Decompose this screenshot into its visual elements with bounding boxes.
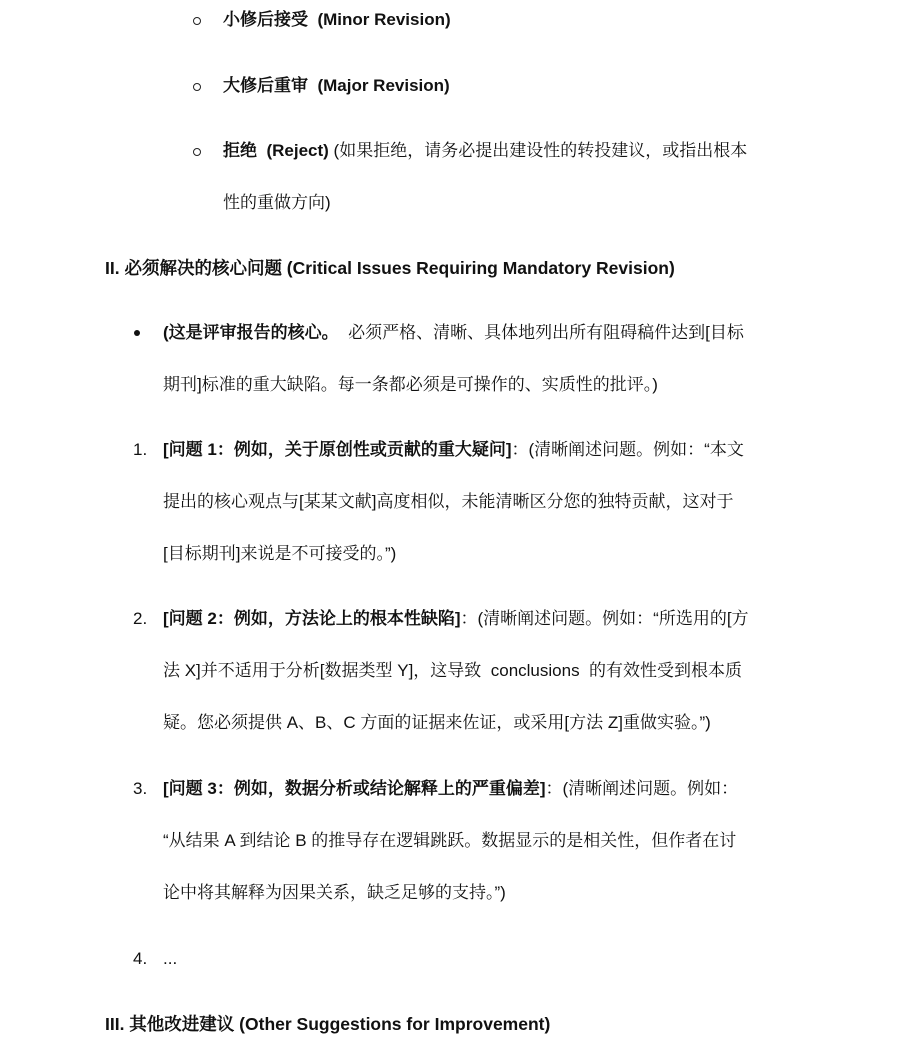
decision-option-reject [223,140,747,162]
decision-option-en: (Minor Revision) [317,10,451,29]
decision-option-label: 拒绝 [223,141,257,160]
issue-1-line2: 提出的核心观点与[某某文献]高度相似，未能清晰区分您的独特贡献，这对于 [163,492,734,511]
issue-3-line3: 论中将其解释为因果关系，缺乏足够的支持。”) [163,883,506,902]
list-number: 4. [133,949,148,968]
issue-title: [问题 2：例如，方法论上的根本性缺陷] [163,609,461,628]
issue-text: ：(清晰阐述问题。例如：“本文 [511,440,744,459]
bullet-paragraph-line1 [163,322,744,344]
bullet-paragraph-line2: 期刊]标准的重大缺陷。每一条都必须是可操作的、实质性的批评。) [163,375,658,394]
issue-2-line1 [163,608,749,630]
list-number: 3. [133,779,148,798]
decision-option-note-continued: 性的重做方向) [223,193,331,212]
issue-2-line3: 疑。您必须提供 A、B、C 方面的证据来佐证，或采用[方法 Z]重做实验。”) [163,713,711,732]
issue-3-line1 [163,778,738,800]
decision-option-note: (如果拒绝，请务必提出建设性的转投建议，或指出根本 [333,141,748,160]
circle-bullet-icon [193,17,201,25]
issue-2-line2: 法 X]并不适用于分析[数据类型 Y]，这导致 conclusions 的有效性受到根本质 [163,661,743,680]
decision-option-minor [223,9,451,31]
list-number: 1. [133,440,148,459]
issue-text: ：(清晰阐述问题。例如：“所选用的[方 [460,609,749,628]
issue-text: ：(清晰阐述问题。例如： [545,779,739,798]
decision-option-en: (Major Revision) [317,76,450,95]
issue-title: [问题 3：例如，数据分析或结论解释上的严重偏差] [163,779,546,798]
section-heading-critical-issues: II. 必须解决的核心问题 (Critical Issues Requiring Mandatory Revision) [105,258,675,278]
issue-4-ellipsis: ... [163,949,178,968]
decision-option-label: 大修后重审 [223,76,308,95]
decision-option-label: 小修后接受 [223,10,308,29]
decision-option-en: (Reject) [266,141,329,160]
section-heading-other-suggestions: III. 其他改进建议 (Other Suggestions for Improvement) [105,1014,551,1034]
issue-1-line1 [163,439,744,461]
circle-bullet-icon [193,148,201,156]
list-number: 2. [133,609,148,628]
issue-title: [问题 1：例如，关于原创性或贡献的重大疑问] [163,440,512,459]
disc-bullet-icon [134,330,140,336]
decision-option-major [223,75,450,97]
issue-1-line3: [目标期刊]来说是不可接受的。”) [163,544,397,563]
circle-bullet-icon [193,83,201,91]
issue-3-line2: “从结果 A 到结论 B 的推导存在逻辑跳跃。数据显示的是相关性，但作者在讨 [163,831,737,850]
bullet-bold-lead: (这是评审报告的核心。 [163,323,339,342]
bullet-text: 必须严格、清晰、具体地列出所有阻碍稿件达到[目标 [348,323,744,342]
